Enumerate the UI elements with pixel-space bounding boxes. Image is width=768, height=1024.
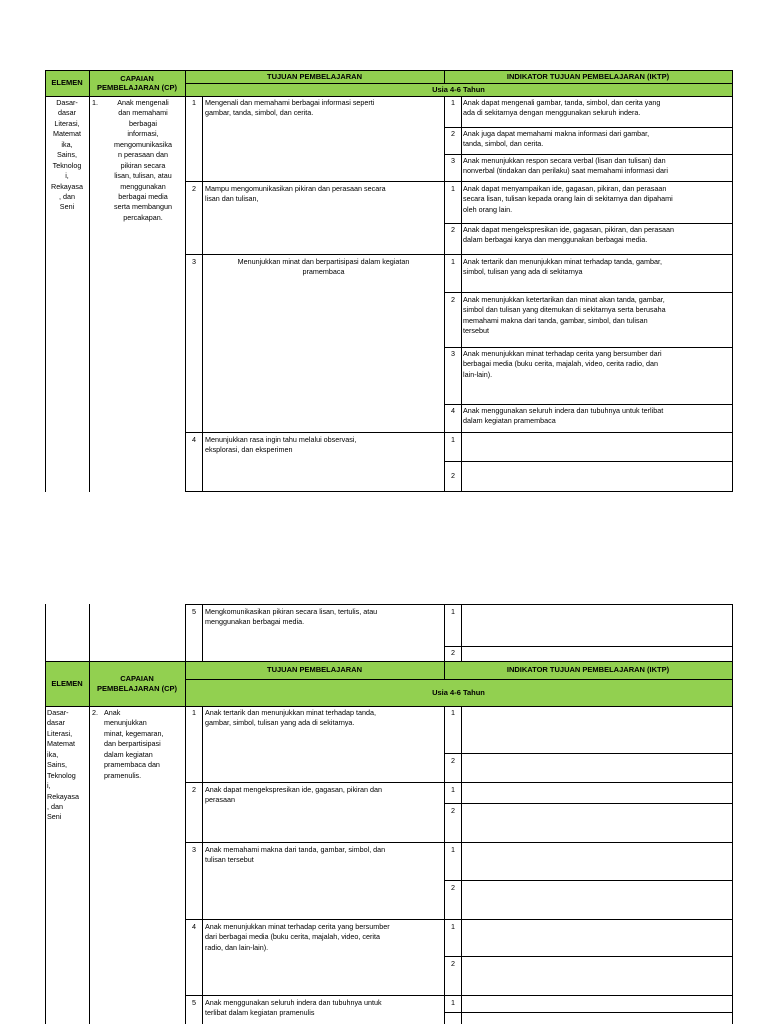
tp-number: 4 bbox=[192, 922, 196, 931]
grid-line bbox=[89, 70, 90, 492]
grid-line bbox=[461, 604, 462, 661]
cp-line: lisan, tulisan, atau bbox=[114, 171, 172, 181]
elemen-line: i, bbox=[65, 171, 69, 181]
iktp-line: dalam kegiatan pramembaca bbox=[463, 416, 556, 426]
elemen-line: Teknolog bbox=[52, 160, 82, 170]
tp-line: pramembaca bbox=[302, 267, 345, 277]
tp-text bbox=[203, 707, 444, 730]
elemen-line: Sains, bbox=[57, 150, 77, 160]
header-cp-line1: CAPAIAN bbox=[120, 674, 154, 684]
tp-line: Mampu mengomunikasikan pikiran dan perasaan secara bbox=[205, 184, 386, 193]
elemen-line: , dan bbox=[47, 801, 63, 811]
iktp-line: berbagai media (buku cerita, majalah, video, cerita radio, dan bbox=[463, 359, 658, 369]
elemen-line: Matemat bbox=[53, 129, 81, 139]
tp-line: Anak memahami makna dari tanda, gambar, simbol, dan bbox=[205, 845, 386, 854]
elemen-line: Seni bbox=[47, 812, 62, 822]
grid-line bbox=[185, 181, 733, 182]
grid-line bbox=[444, 880, 733, 881]
grid-line bbox=[444, 1012, 733, 1013]
iktp-number: 2 bbox=[451, 806, 455, 815]
grid-line bbox=[202, 706, 203, 1024]
cp-line: menggunakan bbox=[120, 181, 166, 191]
grid-line bbox=[185, 679, 733, 680]
tp-line: eksplorasi, dan eksperimen bbox=[205, 445, 293, 455]
cp-line: dalam kegiatan bbox=[104, 749, 153, 759]
iktp-line: lain-lain). bbox=[463, 369, 493, 379]
tp-line: radio, dan lain-lain). bbox=[205, 942, 269, 952]
iktp-number: 1 bbox=[451, 845, 455, 854]
elemen-line: Dasar- bbox=[56, 98, 78, 107]
tp-number: 1 bbox=[192, 98, 196, 107]
tp-line: terlibat dalam kegiatan pramenulis bbox=[205, 1008, 315, 1018]
header-cp bbox=[89, 70, 185, 96]
iktp-line: Anak dapat menyampaikan ide, gagasan, pikiran, dan perasaan bbox=[463, 184, 667, 193]
grid-line bbox=[732, 70, 733, 492]
iktp-line: Anak tertarik dan menunjukkan minat terhadap tanda, gambar, bbox=[463, 257, 662, 266]
grid-line bbox=[732, 604, 733, 1024]
iktp-line: Anak juga dapat memahami makna informasi dari gambar, bbox=[463, 129, 650, 138]
header-cp-line1: CAPAIAN bbox=[120, 73, 154, 83]
elemen-line: ika, bbox=[61, 139, 73, 149]
grid-line bbox=[185, 254, 733, 255]
iktp-number: 1 bbox=[451, 998, 455, 1007]
iktp-line: Anak menunjukkan respon secara verbal (lisan dan tulisan) dan bbox=[463, 156, 666, 165]
grid-line bbox=[444, 404, 733, 405]
grid-line bbox=[444, 461, 733, 462]
grid-line bbox=[444, 646, 733, 647]
grid-line bbox=[89, 604, 90, 1024]
grid-line bbox=[45, 604, 46, 1024]
header-tujuan: TUJUAN PEMBELAJARAN bbox=[185, 661, 444, 679]
iktp-line: Anak dapat mengekspresikan ide, gagasan, pikiran, dan perasaan bbox=[463, 225, 674, 234]
tp-number: 2 bbox=[192, 785, 196, 794]
tp-line: Menunjukkan minat dan berpartisipasi dalam kegiatan bbox=[237, 257, 410, 266]
elemen-line: Rekayasa bbox=[47, 791, 79, 801]
header-iktp: INDIKATOR TUJUAN PEMBELAJARAN (IKTP) bbox=[444, 661, 732, 679]
iktp-line: secara lisan, tulisan kepada orang lain di sekitarnya dan dipahami bbox=[463, 194, 673, 204]
iktp-line: simbol, tulisan yang ada di sekitarnya bbox=[463, 267, 583, 277]
elemen-line: Literasi, bbox=[47, 728, 73, 738]
tp-line: gambar, simbol, tulisan yang ada di sekitarnya. bbox=[205, 718, 355, 728]
tp-number: 1 bbox=[192, 708, 196, 717]
grid-line bbox=[202, 96, 203, 492]
iktp-line: simbol dan tulisan yang ditemukan di sekitarnya serta berusaha bbox=[463, 305, 666, 315]
cp-line: pikiran secara bbox=[120, 160, 166, 170]
cp-line: pramenulis. bbox=[104, 770, 142, 780]
grid-line bbox=[185, 604, 186, 1024]
elemen-line: Seni bbox=[59, 202, 75, 212]
iktp-line: tanda, simbol, dan cerita. bbox=[463, 139, 544, 149]
tp-line: Mengenali dan memahami berbagai informasi seperti bbox=[205, 98, 375, 107]
iktp-line: Anak dapat mengenali gambar, tanda, simbol, dan cerita yang bbox=[463, 98, 661, 107]
iktp-line: memahami makna dari tanda, gambar, simbol, dan tulisan bbox=[463, 315, 648, 325]
grid-line bbox=[185, 919, 733, 920]
grid-line bbox=[45, 70, 46, 492]
cp-line: dan berpartisipasi bbox=[104, 739, 161, 749]
grid-line bbox=[45, 96, 733, 97]
grid-line bbox=[444, 292, 733, 293]
tp-line: Menunjukkan rasa ingin tahu melalui observasi, bbox=[205, 435, 357, 444]
cp-cell bbox=[102, 707, 185, 782]
cp-line: n perasaan dan bbox=[118, 150, 168, 160]
cp-line: mengomunikasika bbox=[114, 139, 172, 149]
iktp-number: 1 bbox=[451, 98, 455, 107]
iktp-text bbox=[461, 224, 732, 247]
iktp-number: 1 bbox=[451, 785, 455, 794]
cp-line: minat, kegemaran, bbox=[104, 728, 164, 738]
iktp-text bbox=[461, 256, 732, 279]
header-tujuan: TUJUAN PEMBELAJARAN bbox=[185, 70, 444, 83]
header-cp bbox=[89, 661, 185, 706]
grid-line bbox=[444, 604, 445, 679]
tp-number: 5 bbox=[192, 998, 196, 1007]
cp-number: 1. bbox=[92, 98, 98, 107]
iktp-number: 4 bbox=[451, 406, 455, 415]
tp-line: dari berbagai media (buku cerita, majalah, video, cerita bbox=[205, 932, 380, 942]
grid-line bbox=[444, 347, 733, 348]
grid-line bbox=[45, 70, 733, 71]
grid-line bbox=[444, 96, 445, 492]
iktp-number: 2 bbox=[451, 959, 455, 968]
header-cp-line2: PEMBELAJARAN (CP) bbox=[96, 83, 177, 92]
grid-line bbox=[444, 127, 733, 128]
tp-line: perasaan bbox=[205, 795, 235, 805]
elemen-cell bbox=[45, 707, 89, 824]
elemen-cell bbox=[45, 97, 89, 214]
tp-line: Anak menggunakan seluruh indera dan tubuhnya untuk bbox=[205, 998, 382, 1007]
iktp-line: oleh orang lain. bbox=[463, 204, 513, 214]
grid-line bbox=[202, 604, 203, 661]
tp-line: Mengkomunikasikan pikiran secara lisan, tertulis, atau bbox=[205, 607, 378, 616]
cp-line: pramembaca dan bbox=[104, 760, 160, 770]
grid-line bbox=[185, 83, 733, 84]
tp-text bbox=[203, 844, 444, 867]
iktp-line: dalam berbagai karya dan menggunakan berbagai media. bbox=[463, 235, 648, 245]
iktp-text bbox=[461, 97, 732, 120]
iktp-number: 2 bbox=[451, 471, 455, 480]
tp-text bbox=[203, 921, 444, 954]
grid-line bbox=[45, 706, 733, 707]
cp-cell bbox=[101, 97, 185, 224]
grid-line bbox=[461, 96, 462, 492]
tp-text bbox=[203, 183, 444, 206]
cp-line: serta membangun bbox=[114, 202, 172, 212]
cp-line: informasi, bbox=[127, 129, 159, 139]
cp-line: Anak mengenali bbox=[117, 98, 169, 107]
iktp-line: Anak menggunakan seluruh indera dan tubuhnya untuk terlibat bbox=[463, 406, 664, 415]
header-elemen: ELEMEN bbox=[45, 70, 89, 96]
tp-number: 4 bbox=[192, 435, 196, 444]
elemen-line: Rekayasa bbox=[51, 181, 83, 191]
tp-line: lisan dan tulisan, bbox=[205, 194, 259, 204]
tp-line: menggunakan berbagai media. bbox=[205, 617, 305, 627]
grid-line bbox=[444, 154, 733, 155]
grid-line bbox=[185, 604, 733, 605]
iktp-number: 2 bbox=[451, 295, 455, 304]
iktp-text bbox=[461, 155, 732, 178]
iktp-number: 3 bbox=[451, 156, 455, 165]
iktp-text bbox=[461, 183, 732, 216]
iktp-number: 1 bbox=[451, 607, 455, 616]
iktp-text bbox=[461, 128, 732, 151]
iktp-line: ada di sekitarnya dengan menggunakan seluruh indera. bbox=[463, 108, 641, 118]
grid-line bbox=[444, 223, 733, 224]
iktp-number: 2 bbox=[451, 756, 455, 765]
iktp-number: 2 bbox=[451, 648, 455, 657]
grid-line bbox=[185, 70, 186, 492]
tp-number: 3 bbox=[192, 845, 196, 854]
elemen-line: Teknolog bbox=[47, 770, 76, 780]
grid-line bbox=[185, 432, 733, 433]
tp-text bbox=[203, 606, 444, 629]
tp-text bbox=[203, 997, 444, 1020]
iktp-number: 1 bbox=[451, 184, 455, 193]
iktp-line: Anak menunjukkan minat terhadap cerita yang bersumber dari bbox=[463, 349, 662, 358]
iktp-number: 1 bbox=[451, 257, 455, 266]
cp-number: 2. bbox=[92, 708, 98, 717]
header-cp-line2: PEMBELAJARAN (CP) bbox=[96, 683, 177, 693]
iktp-line: nonverbal (tindakan dan perilaku) saat memahami informasi dari bbox=[463, 166, 668, 176]
iktp-line: tersebut bbox=[463, 326, 489, 336]
elemen-line: Matemat bbox=[47, 739, 75, 749]
elemen-line: Literasi, bbox=[54, 118, 80, 128]
tp-text bbox=[203, 256, 444, 279]
iktp-number: 2 bbox=[451, 129, 455, 138]
elemen-line: ika, bbox=[47, 749, 59, 759]
iktp-number: 1 bbox=[451, 708, 455, 717]
iktp-number: 1 bbox=[451, 435, 455, 444]
header-usia: Usia 4-6 Tahun bbox=[185, 83, 732, 96]
cp-line: berbagai media bbox=[118, 191, 168, 201]
tp-number: 5 bbox=[192, 607, 196, 616]
header-elemen: ELEMEN bbox=[45, 661, 89, 706]
cp-line: menunjukkan bbox=[104, 718, 147, 728]
tp-line: Anak tertarik dan menunjukkan minat terhadap tanda, bbox=[205, 708, 377, 717]
tp-number: 2 bbox=[192, 184, 196, 193]
tp-line: tulisan tersebut bbox=[205, 855, 254, 865]
iktp-number: 2 bbox=[451, 225, 455, 234]
elemen-line: i, bbox=[47, 781, 51, 791]
grid-line bbox=[444, 753, 733, 754]
iktp-text bbox=[461, 405, 732, 428]
tp-line: Anak menunjukkan minat terhadap cerita yang bersumber bbox=[205, 922, 390, 931]
tp-line: gambar, tanda, simbol, dan cerita. bbox=[205, 108, 314, 118]
elemen-line: dasar bbox=[47, 718, 65, 728]
iktp-number: 2 bbox=[451, 883, 455, 892]
iktp-number: 1 bbox=[451, 922, 455, 931]
tp-number: 3 bbox=[192, 257, 196, 266]
iktp-number: 3 bbox=[451, 349, 455, 358]
elemen-line: dasar bbox=[58, 108, 76, 118]
tp-line: Anak dapat mengekspresikan ide, gagasan, pikiran dan bbox=[205, 785, 383, 794]
tp-text bbox=[203, 97, 444, 120]
tp-text bbox=[203, 784, 444, 807]
elemen-line: Sains, bbox=[47, 760, 67, 770]
grid-line bbox=[185, 995, 733, 996]
grid-line bbox=[45, 661, 733, 662]
iktp-text bbox=[461, 294, 732, 338]
grid-line bbox=[185, 842, 733, 843]
cp-line: dan memahami bbox=[118, 108, 168, 118]
grid-line bbox=[185, 491, 733, 492]
grid-line bbox=[444, 956, 733, 957]
tp-text bbox=[203, 434, 444, 457]
elemen-line: Dasar- bbox=[47, 708, 69, 717]
iktp-line: Anak menunjukkan ketertarikan dan minat akan tanda, gambar, bbox=[463, 295, 665, 304]
cp-line: percakapan. bbox=[123, 212, 163, 222]
grid-line bbox=[444, 706, 445, 1024]
grid-line bbox=[185, 782, 733, 783]
grid-line bbox=[461, 706, 462, 1024]
cp-line: Anak bbox=[104, 708, 121, 717]
header-iktp: INDIKATOR TUJUAN PEMBELAJARAN (IKTP) bbox=[444, 70, 732, 83]
elemen-line: , dan bbox=[59, 191, 75, 201]
grid-line bbox=[444, 803, 733, 804]
iktp-text bbox=[461, 348, 732, 381]
grid-line bbox=[444, 70, 445, 83]
header-usia: Usia 4-6 Tahun bbox=[185, 679, 732, 706]
cp-line: berbagai bbox=[129, 118, 157, 128]
